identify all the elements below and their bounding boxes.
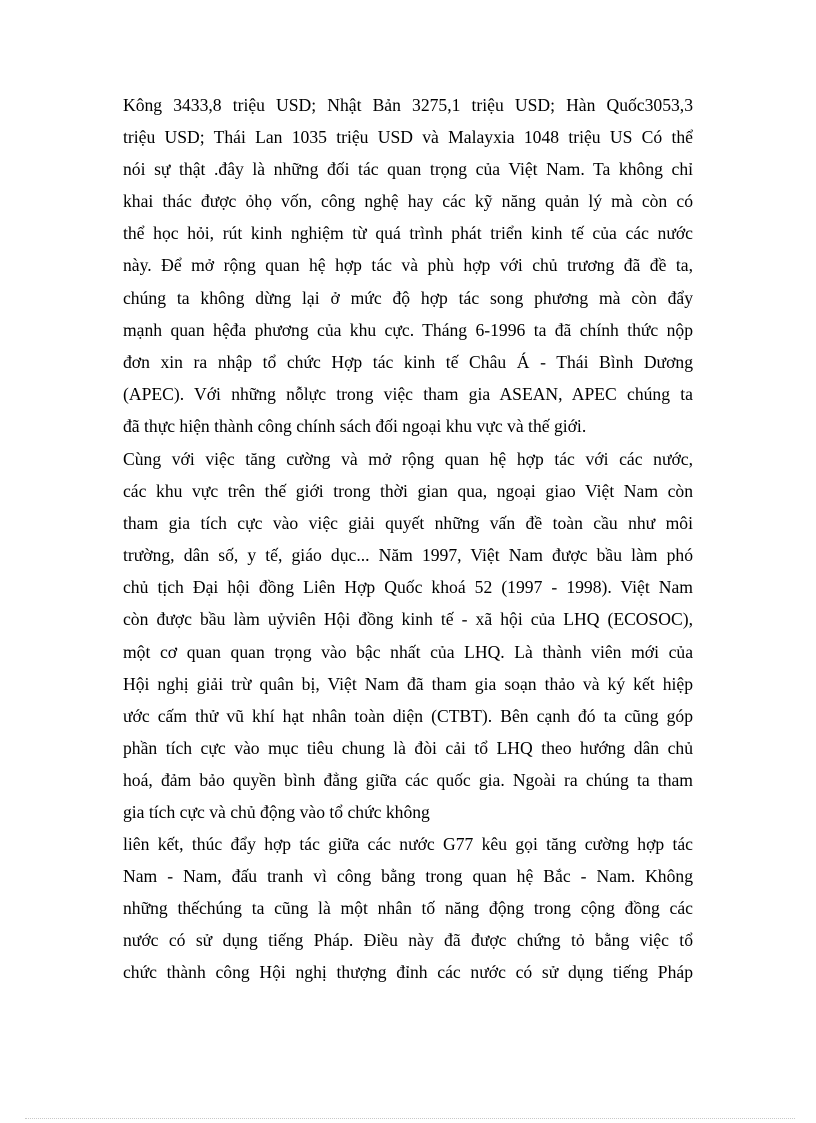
text-line: ước cấm thử vũ khí hạt nhân toàn diện (CTBT). Bên cạnh đó ta cũng góp xyxy=(123,705,693,726)
text-line: này. Để mở rộng quan hệ hợp tác và phù hợp với chủ trương đã đề ta, xyxy=(123,255,693,276)
text-line: phần tích cực vào mục tiêu chung là đòi cải tổ LHQ theo hướng dân chủ xyxy=(123,737,693,758)
page-bottom-border xyxy=(25,1118,795,1119)
text-line: gia tích cực và chủ động vào tổ chức không xyxy=(123,802,430,823)
text-line: mạnh quan hệđa phương của khu cực. Tháng 6-1996 ta đã chính thức nộp xyxy=(123,319,693,340)
text-line: đã thực hiện thành công chính sách đối ngoại khu vực và thế giới. xyxy=(123,415,587,436)
text-line: liên kết, thúc đẩy hợp tác giữa các nước G77 kêu gọi tăng cường hợp tác xyxy=(123,834,693,854)
text-line: Hội nghị giải trừ quân bị, Việt Nam đã tham gia soạn thảo và ký kết hiệp xyxy=(123,673,693,694)
text-line: tham gia tích cực vào việc giải quyết những vấn đề toàn cầu như môi xyxy=(123,513,693,534)
text-line: Kông 3433,8 triệu USD; Nhật Bản 3275,1 triệu USD; Hàn Quốc3053,3 xyxy=(123,95,693,115)
text-line: các khu vực trên thế giới trong thời gian qua, ngoại giao Việt Nam còn xyxy=(123,481,693,502)
text-line: chức thành công Hội nghị thượng đỉnh các nước có sử dụng tiếng Pháp xyxy=(123,962,693,983)
text-line: khai thác được ỏhọ vốn, công nghệ hay các kỹ năng quản lý mà còn có xyxy=(123,191,693,212)
text-line: Cùng với việc tăng cường và mở rộng quan hệ hợp tác với các nước, xyxy=(123,449,693,469)
text-line: nói sự thật .đây là những đối tác quan trọng của Việt Nam. Ta không chỉ xyxy=(123,159,693,180)
text-line: còn được bầu làm uỷviên Hội đồng kinh tế - xã hội của LHQ (ECOSOC), xyxy=(123,609,693,630)
text-line: (APEC). Với những nỗlực trong việc tham gia ASEAN, APEC chúng ta xyxy=(123,383,693,404)
text-line: Nam - Nam, đấu tranh vì công bằng trong quan hệ Bắc - Nam. Không xyxy=(123,866,693,887)
text-line: nước có sử dụng tiếng Pháp. Điều này đã được chứng tỏ bằng việc tổ xyxy=(123,930,693,951)
text-line: những thếchúng ta cũng là một nhân tố năng động trong cộng đồng các xyxy=(123,898,693,919)
text-line: chủ tịch Đại hội đồng Liên Hợp Quốc khoá 52 (1997 - 1998). Việt Nam xyxy=(123,577,693,598)
text-line: chúng ta không dừng lại ở mức độ hợp tác song phương mà còn đẩy xyxy=(123,287,693,308)
text-line: triệu USD; Thái Lan 1035 triệu USD và Malayxia 1048 triệu US Có thể xyxy=(123,127,693,148)
text-line: một cơ quan quan trọng vào bậc nhất của LHQ. Là thành viên mới của xyxy=(123,641,693,662)
text-line: thể học hỏi, rút kinh nghiệm từ quá trình phát triển kinh tế của các nước xyxy=(123,223,693,244)
paragraph-2 xyxy=(123,443,693,828)
text-line: trường, dân số, y tế, giáo dục... Năm 1997, Việt Nam được bầu làm phó xyxy=(123,545,693,566)
paragraph-3 xyxy=(123,828,693,988)
text-line: đơn xin ra nhập tổ chức Hợp tác kinh tế Châu Á - Thái Bình Dương xyxy=(123,351,693,372)
text-line: hoá, đảm bảo quyền bình đẳng giữa các quốc gia. Ngoài ra chúng ta tham xyxy=(123,769,693,790)
paragraph-1 xyxy=(123,89,693,442)
